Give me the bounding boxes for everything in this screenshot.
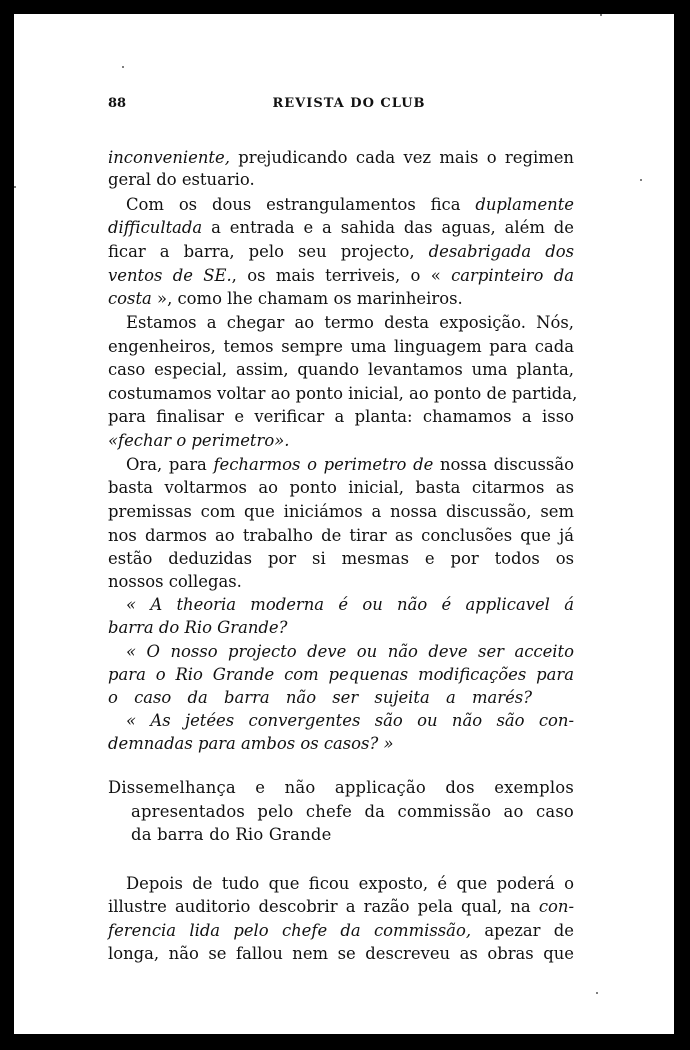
page-number: 88 (108, 96, 127, 111)
quote-text: « A theoria moderna é ou não é applicavel á (126, 595, 574, 614)
line-text: caso especial, assim, quando levantamos uma planta, (108, 360, 574, 379)
section-heading (131, 824, 597, 846)
italic-phrase: fecharmos o perimetro de (213, 455, 434, 474)
italic-phrase: ventos de SE. (108, 266, 232, 285)
line-text: prejudicando cada vez mais o regimen (229, 148, 574, 167)
heading-text: Dissemelhança e não applicação dos exemplos (108, 778, 574, 797)
text-line (108, 896, 574, 918)
section-heading (131, 801, 574, 823)
italic-phrase: carpinteiro da (451, 266, 574, 285)
text-line (126, 454, 574, 476)
text-line (108, 943, 574, 965)
line-text: illustre auditorio descobrir a razão pela qual, na (108, 897, 539, 916)
text-line (108, 406, 574, 428)
italic-phrase: inconveniente, (108, 148, 230, 167)
line-text: Ora, para (126, 455, 214, 474)
line-text: apezar de (471, 921, 574, 940)
text-line (108, 383, 578, 405)
italic-phrase: difficultada (108, 218, 203, 237)
running-title: REVISTA DO CLUB (272, 96, 426, 111)
text-line (108, 477, 574, 499)
heading-text: da barra do Rio Grande (131, 825, 332, 844)
line-text: geral do estuario. (108, 170, 255, 189)
text-line (108, 336, 574, 358)
text-line (126, 312, 574, 334)
text-line (126, 194, 574, 216)
scan-speck (640, 179, 642, 181)
line-text: ficar a barra, pelo seu projecto, (108, 242, 429, 261)
text-line (108, 548, 574, 570)
italic-phrase: duplamente (475, 195, 574, 214)
quote-line (126, 594, 574, 616)
quote-text: barra do Rio Grande? (108, 618, 288, 637)
line-text: Estamos a chegar ao termo desta exposição. Nós, (126, 313, 574, 332)
text-line (108, 430, 574, 452)
line-text: nossos collegas. (108, 572, 242, 591)
line-text: longa, não se fallou nem se descreveu as obras que (108, 944, 574, 963)
scan-speck (14, 186, 16, 188)
quote-line (108, 733, 574, 755)
quote-text: « As jetées convergentes são ou não são con- (126, 711, 574, 730)
scan-speck (600, 14, 602, 16)
line-text: Depois de tudo que ficou exposto, é que poderá o (126, 874, 574, 893)
line-text: Com os dous estrangulamentos fica (126, 195, 476, 214)
quote-text: « O nosso projecto deve ou não deve ser acceito (126, 642, 574, 661)
quote-line (108, 664, 574, 686)
line-text: a entrada e a sahida das aguas, além de (202, 218, 574, 237)
line-text: basta voltarmos ao ponto inicial, basta citarmos as (108, 478, 574, 497)
italic-phrase: ferencia lida pelo chefe da commissão, (108, 921, 472, 940)
text-line (126, 873, 574, 895)
text-line (108, 265, 574, 287)
scan-speck (596, 992, 598, 994)
line-text: costumamos voltar ao ponto inicial, ao ponto de partida, (108, 384, 578, 403)
italic-phrase: «fechar o perimetro». (108, 431, 290, 450)
line-text: nos darmos ao trabalho de tirar as conclusões que já (108, 526, 574, 545)
text-line (108, 288, 574, 310)
italic-phrase: con- (538, 897, 574, 916)
text-line (108, 359, 574, 381)
text-line (108, 169, 574, 191)
line-text: premissas com que iniciámos a nossa discussão, sem (108, 502, 574, 521)
text-line (108, 920, 574, 942)
italic-phrase: costa (108, 289, 152, 308)
text-line (108, 571, 574, 593)
text-line (108, 217, 574, 239)
line-text: estão deduzidas por si mesmas e por todos os (108, 549, 574, 568)
quote-line (126, 641, 574, 663)
scan-speck (122, 66, 124, 68)
line-text: para finalisar e verificar a planta: chamamos a isso (108, 407, 574, 426)
line-text: engenheiros, temos sempre uma linguagem para cada (108, 337, 574, 356)
text-line (108, 241, 574, 263)
line-text: nossa discussão (433, 455, 574, 474)
italic-phrase: desabrigada dos (428, 242, 574, 261)
quote-line (108, 687, 532, 709)
quote-line (108, 617, 574, 639)
book-page (14, 14, 674, 1034)
quote-text: demnadas para ambos os casos? » (108, 734, 394, 753)
line-text: , os mais terriveis, o « (231, 266, 452, 285)
quote-text: o caso da barra não ser sujeita a marés? (108, 688, 532, 707)
quote-text: para o Rio Grande com pequenas modificações para (108, 665, 574, 684)
quote-line (126, 710, 574, 732)
text-line (108, 501, 574, 523)
text-line (108, 525, 574, 547)
line-text: », como lhe chamam os marinheiros. (151, 289, 463, 308)
section-heading (108, 777, 574, 799)
text-line (108, 147, 574, 169)
heading-text: apresentados pelo chefe da commissão ao caso (131, 802, 574, 821)
